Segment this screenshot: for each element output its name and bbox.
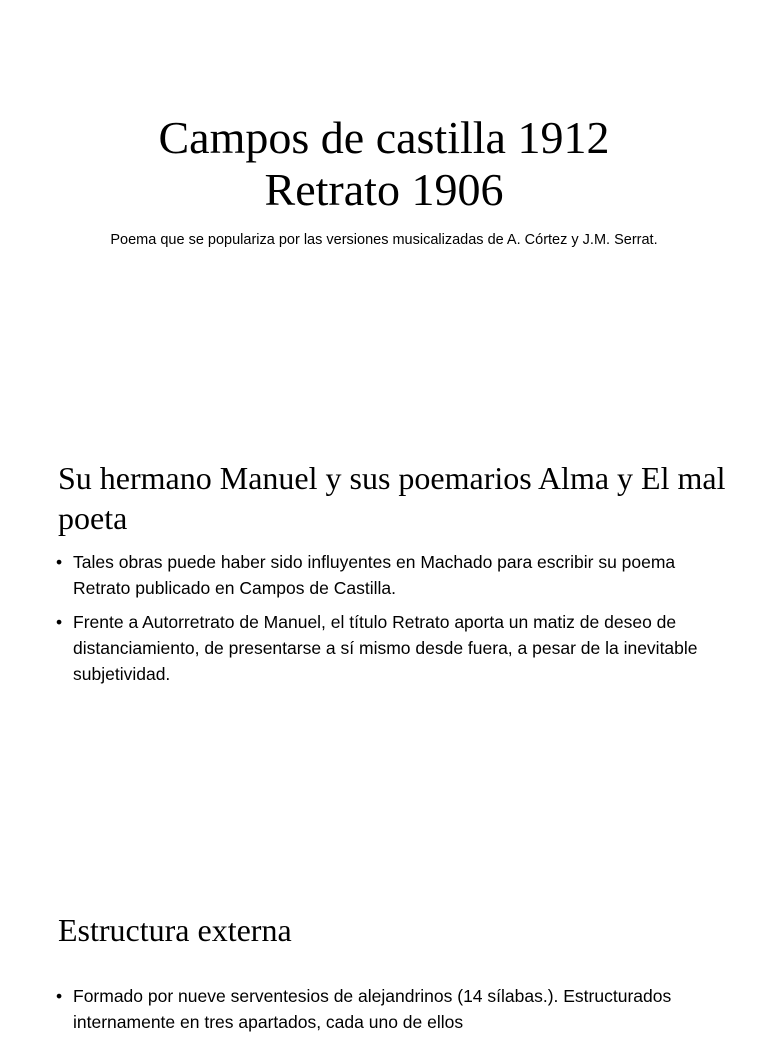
bullet-icon: • <box>56 986 63 1006</box>
slide-title-line-1: Campos de castilla 1912 <box>158 112 610 163</box>
slide-title <box>0 112 768 216</box>
bullet-list <box>56 983 716 1043</box>
bullet-icon: • <box>56 552 63 572</box>
section-title: Su hermano Manuel y sus poemarios Alma y El mal poeta <box>58 460 726 536</box>
structure-slide <box>0 860 768 1032</box>
bullet-text: Formado por nueve serventesios de alejandrinos (14 sílabas.). Estructurados internamente en tres apartados, cada uno de ellos <box>73 986 672 1032</box>
section-title: Estructura externa <box>58 912 292 948</box>
list-item <box>56 609 716 687</box>
bullet-icon: • <box>56 612 63 632</box>
manuel-slide <box>0 430 768 860</box>
bullet-text: Frente a Autorretrato de Manuel, el título Retrato aporta un matiz de deseo de distanciamiento, de presentarse a sí mismo desde fuera, a pesar de la inevitable subjetividad. <box>73 612 698 684</box>
bullet-text: Tales obras puede haber sido influyentes en Machado para escribir su poema Retrato publicado en Campos de Castilla. <box>73 552 676 598</box>
slide-title-line-2: Retrato 1906 <box>264 164 504 215</box>
list-item <box>56 549 716 601</box>
bullet-list <box>56 549 716 695</box>
list-item <box>56 983 716 1035</box>
slide-subtitle: Poema que se populariza por las versiones musicalizadas de A. Córtez y J.M. Serrat. <box>110 232 658 248</box>
title-slide <box>0 0 768 430</box>
